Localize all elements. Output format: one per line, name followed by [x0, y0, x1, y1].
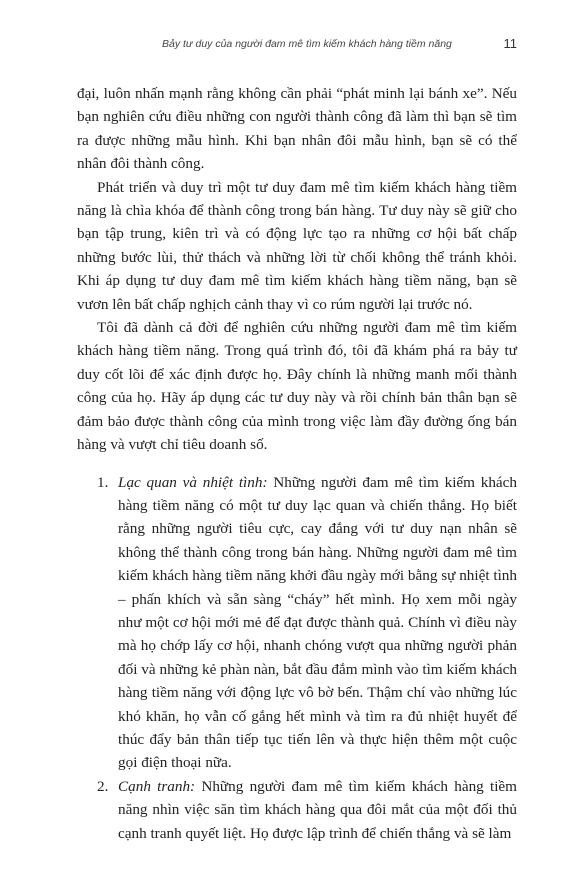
paragraph: Tôi đã dành cả đời để nghiên cứu những người đam mê tìm kiếm khách hàng tiềm năng. Trong quá trình đó, tôi đã khám phá ra bảy tư duy cốt lõi để xác định được họ. Đây chính là những manh mối thành công của họ. Hãy áp dụng các tư duy này và rồi chính bản thân bạn sẽ đảm bảo được thành công của mình trong việc làm đầy đường ống bán hàng và vượt chỉ tiêu doanh số. [77, 319, 517, 454]
list-item [77, 775, 517, 845]
list-item [77, 471, 517, 775]
list-item-term: Lạc quan và nhiệt tình: [118, 473, 268, 491]
paragraph-continued: đại, luôn nhấn mạnh rằng không cần phải “phát minh lại bánh xe”. Nếu bạn nghiên cứu điều những con người thành công đã làm thì bạn sẽ tìm ra được những mẫu hình. Khi bạn nhân đôi mẫu hình, bạn sẽ có thể nhân đôi thành công. [77, 85, 517, 173]
list-item-text: Những người đam mê tìm kiếm khách hàng tiềm năng có một tư duy lạc quan và chiến thắng. Họ biết rằng những người tiêu cực, cay đắng với tư duy nạn nhân sẽ không thể thành công trong bán hàng. Những người đam mê tìm kiếm khách hàng tiềm năng khởi đầu ngày mới bằng sự nhiệt tình – phấn khích và sẵn sàng “cháy” hết mình. Họ xem mỗi ngày như một cơ hội mới mẻ để đạt được thành quả. Chính vì điều này mà họ chớp lấy cơ hội, nhanh chóng vượt qua những người phản đối và những kẻ phàn nàn, bắt đầu đắm mình vào tìm kiếm khách hàng tiềm năng với động lực vô bờ bến. Thậm chí vào những lúc khó khăn, họ vẫn cố gắng hết mình và tìm ra đủ nhiệt huyết để thúc đẩy bản thân tiếp tục tiến lên và thực hiện thêm một cuộc gọi điện thoại nữa. [118, 473, 517, 772]
page-number: 11 [503, 36, 517, 51]
header-title: Bảy tư duy của người đam mê tìm kiếm khách hàng tiềm năng [162, 38, 452, 50]
body-text [77, 82, 517, 845]
paragraph: Phát triển và duy trì một tư duy đam mê tìm kiếm khách hàng tiềm năng là chìa khóa để thành công trong bán hàng. Tư duy này sẽ giữ cho bạn tập trung, kiên trì và có động lực tạo ra những cơ hội bất chấp những bước lùi, thử thách và những lời từ chối không thể tránh khỏi. Khi áp dụng tư duy đam mê tìm kiếm khách hàng tiềm năng, bạn sẽ vươn lên bất chấp nghịch cảnh thay vì co rúm người lại trước nó. [77, 178, 517, 313]
mindset-list [77, 471, 517, 846]
list-item-number: 1. [97, 473, 109, 491]
running-header [77, 38, 517, 56]
list-item-number: 2. [97, 777, 109, 795]
list-item-term: Cạnh tranh: [118, 777, 196, 795]
list-item-text: Những người đam mê tìm kiếm khách hàng tiềm năng nhìn việc săn tìm khách hàng qua đôi mắt của một đối thủ cạnh tranh quyết liệt. Họ được lập trình để chiến thắng và sẽ làm [118, 777, 517, 842]
